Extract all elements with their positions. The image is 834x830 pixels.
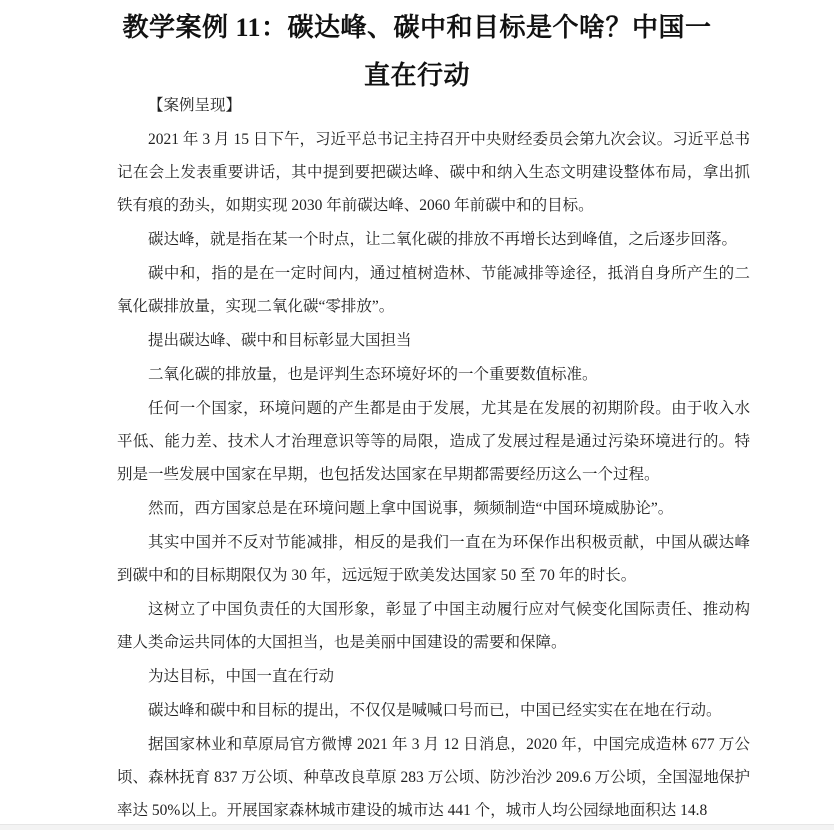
paragraph-emission-standard: 二氧化碳的排放量，也是评判生态环境好坏的一个重要数值标准。 — [148, 366, 598, 383]
subheading-china-in-action: 为达目标，中国一直在行动 — [148, 668, 335, 685]
section-header: 【案例呈现】 — [148, 97, 242, 114]
paragraph-carbon-peak-definition: 碳达峰，就是指在某一个时点，让二氧化碳的排放不再增长达到峰值，之后逐步回落。 — [148, 231, 738, 248]
paragraph-forestry-statistics: 据国家林业和草原局官方微博 2021 年 3 月 12 日消息，2020 年，中国完成造林 677 万公顷、森林抚育 837 万公顷、种草改良草原 283 万公顷、防沙治沙 209.6 万公顷，全国湿地保护率达 50%以上。开展国家森林城市建设的城市达 441 个，城市人均公园绿地面积达 14.8 — [117, 736, 750, 819]
paragraph-national-image: 这树立了中国负责任的大国形象，彰显了中国主动履行应对气候变化国际责任、推动构建人类命运共同体的大国担当，也是美丽中国建设的需要和保障。 — [117, 601, 750, 651]
paragraph-carbon-neutral-definition: 碳中和，指的是在一定时间内，通过植树造林、节能减排等途径，抵消自身所产生的二氧化碳排放量，实现二氧化碳“零排放”。 — [117, 265, 750, 315]
paragraph-real-action: 碳达峰和碳中和目标的提出，不仅仅是喊喊口号而已，中国已经实实在在地在行动。 — [148, 702, 722, 719]
page-bottom-edge — [0, 824, 834, 830]
paragraph-meeting-intro: 2021 年 3 月 15 日下午，习近平总书记主持召开中央财经委员会第九次会议。习近平总书记在会上发表重要讲话，其中提到要把碳达峰、碳中和纳入生态文明建设整体布局，拿出抓铁有痕的劲头，如期实现 2030 年前碳达峰、2060 年前碳中和的目标。 — [117, 131, 750, 214]
document-title: 教学案例 11：碳达峰、碳中和目标是个啥？中国一直在行动 — [122, 13, 712, 90]
document-body — [117, 89, 750, 828]
paragraph-china-contribution: 其实中国并不反对节能减排，相反的是我们一直在为环保作出积极贡献，中国从碳达峰到碳中和的目标期限仅为 30 年，远远短于欧美发达国家 50 至 70 年的时长。 — [117, 534, 750, 584]
paragraph-western-criticism: 然而，西方国家总是在环境问题上拿中国说事，频频制造“中国环境威胁论”。 — [148, 500, 674, 517]
subheading-goals-responsibility: 提出碳达峰、碳中和目标彰显大国担当 — [148, 332, 412, 349]
paragraph-development-pollution: 任何一个国家，环境问题的产生都是由于发展，尤其是在发展的初期阶段。由于收入水平低、能力差、技术人才治理意识等等的局限，造成了发展过程是通过污染环境进行的。特别是一些发展中国家在早期，也包括发达国家在早期都需要经历这么一个过程。 — [117, 400, 750, 483]
